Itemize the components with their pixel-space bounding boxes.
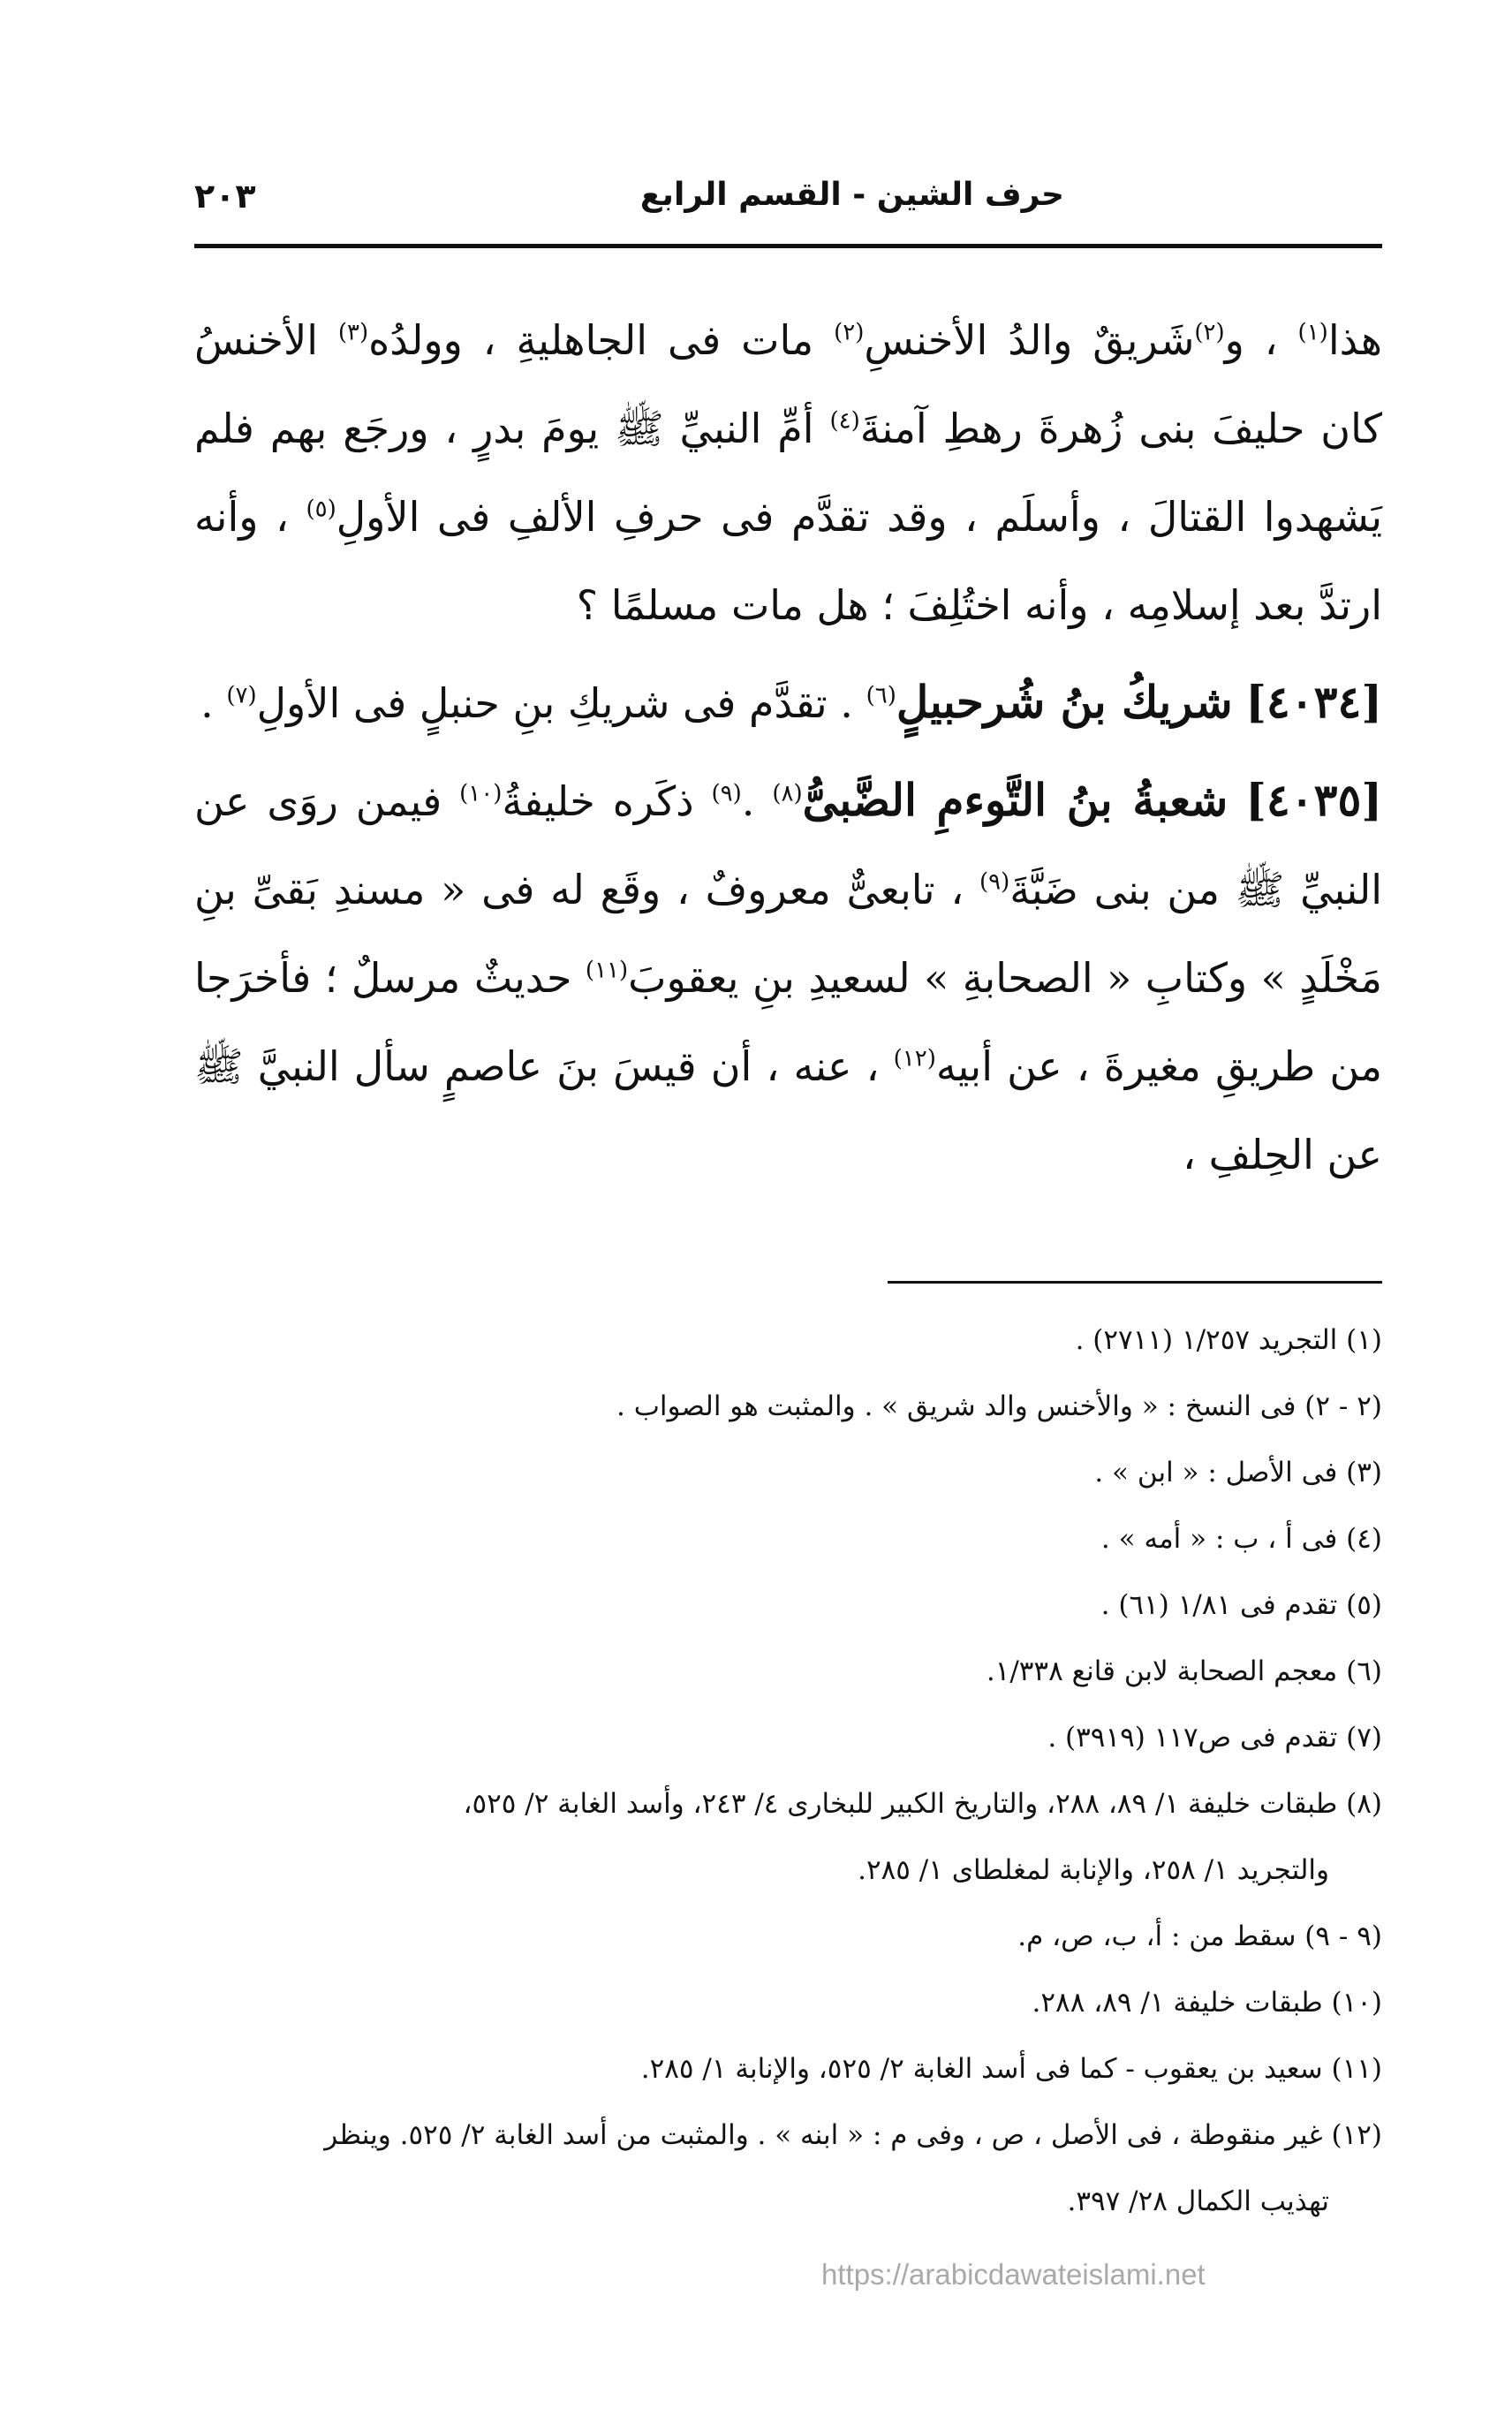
text-segment: . xyxy=(741,777,755,825)
footnote-5: (٥) تقدم فى ١/٨١ (٦١) . xyxy=(1100,1589,1382,1621)
footnote-ref: (٤) xyxy=(829,407,860,435)
text-segment: فيمن روَى عن النبيِّ ﷺ من بنى ضَبَّةَ xyxy=(194,777,1382,913)
footnote-4: (٤) فى أ ، ب : « أمه » . xyxy=(1100,1523,1382,1555)
main-text xyxy=(194,296,1382,1199)
footnote-ref: (٢) xyxy=(834,319,865,346)
footnote-ref: (٥) xyxy=(306,496,336,523)
entry-4034 xyxy=(194,658,1382,747)
footnote-ref: (١٢) xyxy=(893,1045,936,1072)
footnote-separator xyxy=(888,1281,1382,1284)
footnote-ref: (٩) xyxy=(711,780,742,807)
text-segment: ، عنه ، أن قيسَ بنَ عاصمٍ سأل النبيَّ ﷺ عن الحِلفِ ، xyxy=(194,1042,1382,1178)
header-title: حرف الشين - القسم الرابع xyxy=(639,177,1064,213)
footnote-1: (١) التجريد ١/٢٥٧ (٢٧١١) . xyxy=(1075,1324,1382,1356)
running-header xyxy=(194,177,1382,239)
text-segment: ، تابعىٌّ معروفٌ ، وقَع له فى « مسندِ بَقىِّ بنِ مَخْلَدٍ » وكتابِ « الصحابةِ » لسعيدِ بنِ يعقوبَ xyxy=(194,866,1382,1002)
text-segment: ذكَره خليفةُ xyxy=(502,777,694,825)
watermark-url: https://arabicdawateislami.net xyxy=(821,2258,1206,2291)
header-rule xyxy=(194,244,1382,248)
paragraph-sharik-father-of-akhnas xyxy=(194,296,1382,649)
footnote-ref: (٢) xyxy=(1194,319,1225,346)
footnote-12-continued: تهذيب الكمال ٢٨/ ٣٩٧. xyxy=(1067,2186,1329,2217)
footnote-6: (٦) معجم الصحابة لابن قانع ١/٣٣٨. xyxy=(986,1655,1382,1687)
footnote-ref: (٣) xyxy=(337,319,369,346)
text-segment: . xyxy=(200,679,214,727)
entry-4035 xyxy=(194,756,1382,1199)
footnote-ref: (٨) xyxy=(772,780,803,807)
text-segment: مات فى الجاهليةِ ، وولدُه xyxy=(368,316,814,364)
text-segment: أمِّ النبيِّ ﷺ يومَ بدرٍ ، ورجَع بهم فلم يَشهدوا القتالَ ، وأسلَم ، وقد تقدَّم فى حرفِ الألفِ فى الأولِ xyxy=(194,405,1382,541)
footnote-10: (١٠) طبقات خليفة ١/ ٨٩، ٢٨٨. xyxy=(1032,1987,1382,2019)
text-segment: هذا xyxy=(1327,316,1382,364)
footnote-ref: (٦) xyxy=(866,682,896,709)
footnote-ref: (١١) xyxy=(585,957,629,984)
text-segment: ، وأنه ارتدَّ بعد إسلامِه ، وأنه اختُلِفَ ؛ هل مات مسلمًا ؟ xyxy=(194,493,1382,629)
text-segment: شَريقٌ والدُ الأخنسِ xyxy=(864,316,1195,364)
entry-name: شعبةُ بنُ التَّوءمِ الضَّبىُّ xyxy=(802,774,1228,826)
page-number: ٢٠٣ xyxy=(194,177,256,216)
footnote-9: (٩ - ٩) سقط من : أ، ب، ص، م. xyxy=(1017,1920,1382,1952)
footnote-12: (١٢) غير منقوطة ، فى الأصل ، ص ، وفى م : « ابنه » . والمثبت من أسد الغابة ٢/ ٥٢٥. وينظر xyxy=(324,2119,1382,2151)
footnote-8: (٨) طبقات خليفة ١/ ٨٩، ٢٨٨، والتاريخ الكبير للبخارى ٤/ ٢٤٣، وأسد الغابة ٢/ ٥٢٥، xyxy=(463,1788,1382,1820)
footnote-ref: (٩) xyxy=(979,868,1010,896)
text-segment: حديثٌ مرسلٌ ؛ فأخرَجا من طريقِ مغيرةَ ، عن أبيه xyxy=(194,954,1383,1090)
entry-number: [٤٠٣٤] xyxy=(1245,676,1382,728)
footnote-11: (١١) سعيد بن يعقوب - كما فى أسد الغابة ٢/ ٥٢٥، والإنابة ١/ ٢٨٥. xyxy=(640,2053,1382,2085)
text-segment: الأخنسُ كان حليفَ بنى زُهرةَ رهطِ آمنةَ xyxy=(194,316,1383,452)
footnote-7: (٧) تقدم فى ص١١٧ (٣٩١٩) . xyxy=(1047,1722,1382,1754)
footnote-2: (٢ - ٢) فى النسخ : « والأخنس والد شريق » . والمثبت هو الصواب . xyxy=(616,1390,1382,1422)
footnote-ref: (١) xyxy=(1297,319,1328,346)
entry-number: [٤٠٣٥] xyxy=(1245,774,1382,826)
footnote-ref: (١٠) xyxy=(459,780,503,807)
entry-name: شريكُ بنُ شُرحبيلٍ xyxy=(896,676,1233,728)
footnote-8-continued: والتجريد ١/ ٢٥٨، والإنابة لمغلطاى ١/ ٢٨٥. xyxy=(858,1854,1329,1886)
text-segment: . تقدَّم فى شريكِ بنِ حنبلٍ فى الأولِ xyxy=(256,679,853,727)
footnote-3: (٣) فى الأصل : « ابن » . xyxy=(1094,1457,1382,1489)
text-segment: ، و xyxy=(1224,316,1278,364)
footnote-ref: (٧) xyxy=(226,682,257,709)
footnotes xyxy=(194,1307,1382,2235)
